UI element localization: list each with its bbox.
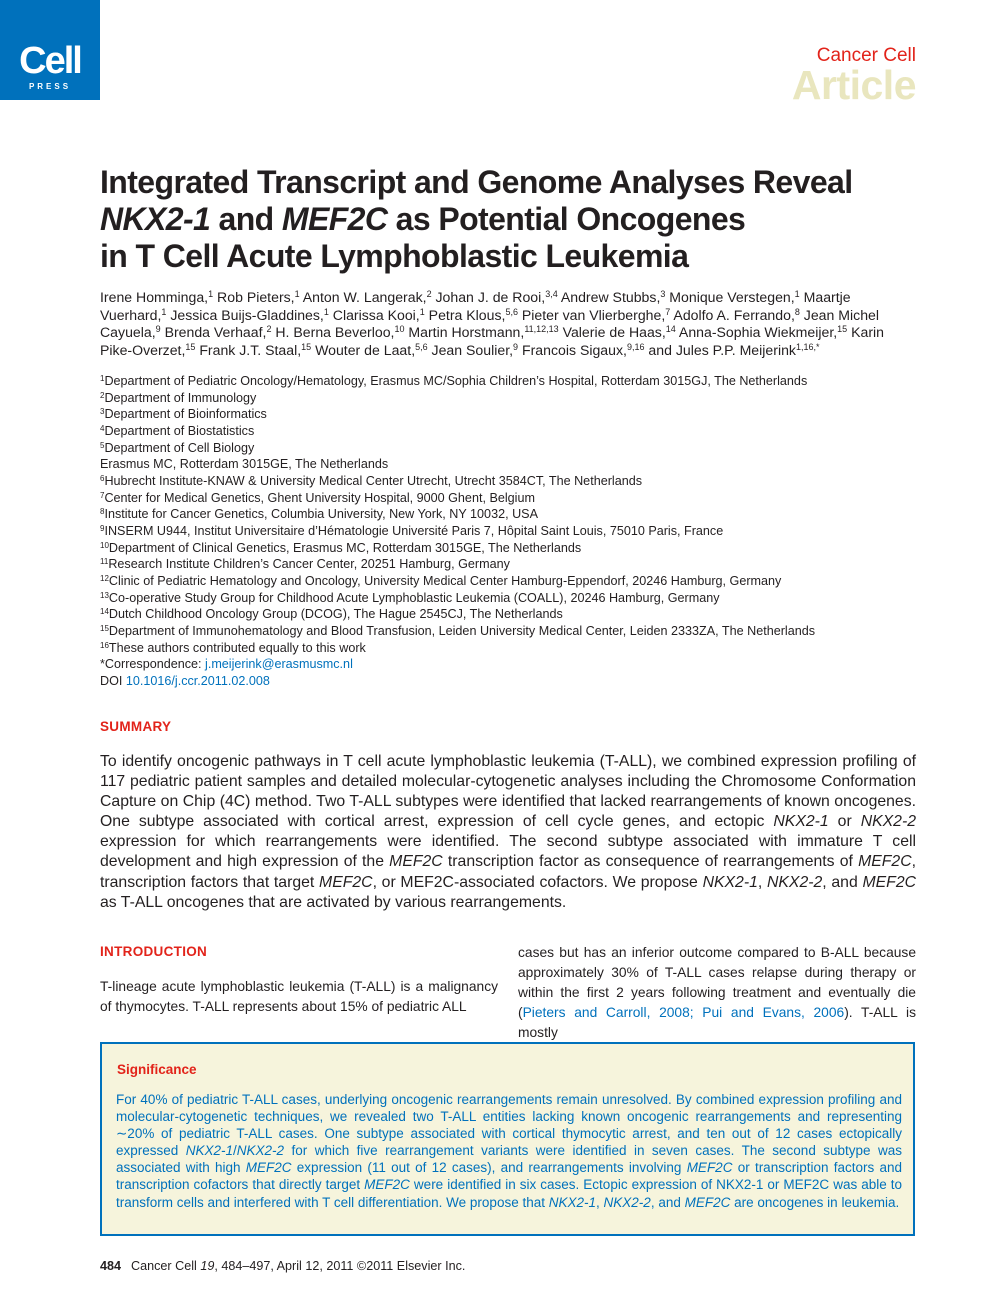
author-affiliation-marker: 15 bbox=[185, 341, 196, 352]
text-run: , and bbox=[650, 1194, 685, 1210]
author bbox=[432, 342, 519, 358]
affiliation bbox=[100, 523, 918, 540]
author bbox=[408, 324, 558, 340]
text-run: , bbox=[596, 1194, 604, 1210]
affiliation-number: 1 bbox=[100, 374, 105, 383]
affiliation-number: 5 bbox=[100, 440, 105, 450]
title-gene-2: MEF2C bbox=[281, 201, 388, 237]
author-name: Andrew Stubbs, bbox=[560, 289, 661, 305]
affiliation-number: 15 bbox=[100, 623, 109, 633]
author-affiliation-marker: 9,16 bbox=[626, 341, 645, 352]
doi bbox=[100, 673, 918, 690]
author-affiliation-marker: 15 bbox=[301, 341, 312, 352]
doi-label: DOI bbox=[100, 673, 126, 688]
author-name: Anton W. Langerak, bbox=[302, 289, 427, 305]
author-name: Martin Horstmann, bbox=[408, 324, 525, 340]
affiliation bbox=[100, 390, 918, 407]
author-name: Karin Pike-Overzet, bbox=[100, 324, 885, 358]
author-affiliation-marker: 14 bbox=[665, 324, 676, 334]
affiliation-text: Department of Bioinformatics bbox=[104, 407, 267, 422]
logo-press-text: PRESS bbox=[28, 82, 72, 91]
affiliation-text: Department of Immunohematology and Blood Transfusion, Leiden University Medical Center, Leiden 2333ZA, The Netherlands bbox=[108, 623, 816, 638]
author bbox=[170, 307, 329, 323]
author-affiliation-marker: 15 bbox=[837, 324, 848, 334]
affiliation bbox=[100, 506, 918, 523]
summary-heading: SUMMARY bbox=[100, 719, 172, 734]
author-name: Monique Verstegen, bbox=[669, 289, 795, 305]
author bbox=[315, 342, 428, 358]
author-affiliation-marker: 9 bbox=[155, 324, 161, 334]
author-affiliation-marker: 1 bbox=[208, 289, 214, 299]
text-run: , and bbox=[822, 873, 863, 891]
affiliation-number: 16 bbox=[100, 640, 109, 650]
author-affiliation-marker: 1 bbox=[419, 306, 425, 317]
affiliation-number: 6 bbox=[100, 473, 105, 483]
gene-name: MEF2C bbox=[364, 1177, 410, 1193]
affiliation bbox=[100, 590, 918, 607]
affiliation-number: 14 bbox=[100, 607, 109, 617]
introduction-left-column: T-lineage acute lymphoblastic leukemia (T-ALL) is a malignancy of thymocytes. T-ALL represents about 15% of pediatric ALL bbox=[100, 979, 498, 1014]
cell-press-logo bbox=[0, 0, 100, 100]
text-run: are oncogenes in leukemia. bbox=[730, 1194, 900, 1210]
affiliation bbox=[100, 540, 918, 557]
author bbox=[275, 324, 404, 340]
affiliation bbox=[100, 473, 918, 490]
introduction-right-column bbox=[518, 943, 916, 1043]
affiliation-number: 11 bbox=[100, 557, 109, 567]
gene-name: NKX2-2 bbox=[860, 813, 916, 831]
gene-name: MEF2C bbox=[858, 853, 912, 871]
journal-name: Cancer Cell bbox=[816, 45, 916, 66]
author bbox=[100, 289, 213, 305]
doi-link[interactable]: 10.1016/j.ccr.2011.02.008 bbox=[125, 673, 270, 688]
author bbox=[303, 289, 432, 305]
title-line-2-rest: as Potential Oncogenes bbox=[387, 201, 746, 237]
author bbox=[217, 289, 300, 305]
footer-volume: 19 bbox=[200, 1259, 215, 1273]
affiliation-number: 4 bbox=[100, 423, 105, 433]
affiliation bbox=[100, 573, 918, 590]
reference-link-pui-evans[interactable]: Pui and Evans, 2006 bbox=[702, 1005, 845, 1020]
author-name: Adolfo A. Ferrando, bbox=[673, 306, 795, 323]
gene-name: NKX2-2 bbox=[766, 873, 823, 891]
author bbox=[333, 307, 425, 323]
author-affiliation-marker: 2 bbox=[266, 324, 272, 334]
author-affiliation-marker: 2 bbox=[426, 289, 432, 299]
author-name: Brenda Verhaaf, bbox=[164, 324, 267, 340]
affiliation-text: INSERM U944, Institut Universitaire d’Hématologie Université Paris 7, Hôpital Saint Louis, 75010 Paris, France bbox=[104, 523, 724, 538]
affiliation bbox=[100, 606, 918, 623]
author-affiliation-marker: 1,16,* bbox=[795, 341, 820, 352]
author-affiliation-marker: 9 bbox=[513, 341, 519, 352]
text-run: as T-ALL oncogenes that are activated by various rearrangements. bbox=[100, 893, 567, 911]
author-name: Jean Soulier, bbox=[431, 341, 514, 358]
title-line-3: in T Cell Acute Lymphoblastic Leukemia bbox=[100, 238, 689, 274]
author-name: Valerie de Haas, bbox=[562, 324, 666, 340]
affiliation-number: 13 bbox=[100, 590, 109, 600]
author-name: Wouter de Laat, bbox=[315, 341, 416, 358]
author bbox=[429, 307, 518, 323]
author-affiliation-marker: 8 bbox=[794, 306, 800, 317]
affiliation-text: Dutch Childhood Oncology Group (DCOG), The Hague 2545CJ, The Netherlands bbox=[108, 607, 563, 622]
text-run: transcription factor as consequence of rearrangements of bbox=[442, 853, 859, 871]
affiliation-text: Co-operative Study Group for Childhood Acute Lymphoblastic Leukemia (COALL), 20246 Hamburg, Germany bbox=[108, 590, 720, 605]
author-affiliation-marker: 1 bbox=[794, 289, 800, 299]
article-type: Article bbox=[791, 62, 916, 108]
author-list bbox=[100, 289, 918, 359]
reference-separator: ; bbox=[689, 1005, 703, 1020]
affiliation bbox=[100, 373, 918, 390]
affiliation-number: 9 bbox=[100, 523, 105, 533]
intro-right-text-b: ). T-ALL is mostly bbox=[518, 1005, 916, 1040]
affiliation-number: 2 bbox=[100, 390, 105, 400]
author bbox=[563, 324, 676, 340]
affiliation-number: 10 bbox=[100, 540, 109, 550]
correspondence-label: *Correspondence: bbox=[100, 657, 206, 672]
affiliation-text: Department of Immunology bbox=[104, 390, 257, 405]
author-name: Frank J.T. Staal, bbox=[199, 341, 302, 358]
author-affiliation-marker: 1 bbox=[323, 306, 329, 317]
author bbox=[673, 307, 799, 323]
author bbox=[436, 289, 558, 305]
author-name: Rob Pieters, bbox=[217, 289, 295, 305]
text-run: expression for which rearrangements were identified. The second subtype associated with immature T cell development and high expression of the bbox=[100, 833, 916, 871]
author-name: Johan J. de Rooi, bbox=[435, 289, 546, 305]
summary-text bbox=[100, 752, 916, 913]
affiliation-number: 8 bbox=[100, 507, 105, 517]
author bbox=[669, 289, 799, 305]
text-run: / bbox=[233, 1143, 237, 1159]
affiliation-text: Department of Cell Biology bbox=[104, 440, 255, 455]
text-run: or transcription factors and transcription cofactors that directly target bbox=[116, 1160, 902, 1193]
correspondence-email-link[interactable]: j.meijerink@erasmusmc.nl bbox=[205, 657, 353, 672]
introduction-heading: INTRODUCTION bbox=[100, 944, 208, 959]
affiliation-text: Center for Medical Genetics, Ghent University Hospital, 9000 Ghent, Belgium bbox=[104, 490, 535, 505]
affiliation bbox=[100, 556, 918, 573]
affiliation bbox=[100, 406, 918, 423]
text-run: , bbox=[757, 873, 767, 891]
footer-citation: , 484–497, April 12, 2011 ©2011 Elsevier Inc. bbox=[214, 1259, 466, 1273]
article-title bbox=[100, 164, 920, 275]
affiliation-number: 12 bbox=[100, 573, 109, 583]
affiliation bbox=[100, 623, 918, 640]
affiliation bbox=[100, 456, 918, 473]
text-run: were identified in six cases. Ectopic expression of NKX2-1 or MEF2C was able to transform cells and interfered with T cell differentiation. We propose that bbox=[116, 1177, 903, 1210]
author-name: Irene Homminga, bbox=[100, 289, 209, 305]
affiliation bbox=[100, 490, 918, 507]
gene-name: MEF2C bbox=[862, 873, 917, 891]
correspondence bbox=[100, 656, 918, 673]
affiliation-list bbox=[100, 373, 918, 689]
author-affiliation-marker: 1 bbox=[294, 289, 300, 299]
text-run: , or MEF2C-associated cofactors. We propose bbox=[372, 873, 703, 891]
gene-name: NKX2-2 bbox=[603, 1194, 651, 1210]
author-affiliation-marker: 3 bbox=[660, 289, 666, 299]
author bbox=[648, 342, 819, 358]
title-and: and bbox=[210, 201, 282, 237]
affiliation-text: Department of Clinical Genetics, Erasmus MC, Rotterdam 3015GE, The Netherlands bbox=[108, 540, 582, 555]
gene-name: MEF2C bbox=[686, 1160, 733, 1176]
author-affiliation-marker: 7 bbox=[665, 306, 671, 317]
author bbox=[679, 324, 847, 340]
page-footer bbox=[100, 1259, 465, 1273]
affiliation-number: 3 bbox=[100, 407, 105, 417]
author-name: Petra Klous, bbox=[428, 306, 506, 323]
reference-link-pieters-carroll[interactable]: Pieters and Carroll, 2008 bbox=[522, 1005, 690, 1020]
author-affiliation-marker: 11,12,13 bbox=[524, 324, 559, 334]
author bbox=[199, 342, 311, 358]
affiliation-text: Erasmus MC, Rotterdam 3015GE, The Netherlands bbox=[100, 457, 389, 472]
logo-cell-text: Cell bbox=[19, 40, 81, 82]
text-run: To identify oncogenic pathways in T cell acute lymphoblastic leukemia (T-ALL), we combined expression profiling of 117 pediatric patient samples and detailed molecular-cytogenetic analyses including the Chromosome Conformation Capture on Chip (4C) method. Two T-ALL subtypes were identified that lacked rearrangements of known oncogenes. One subtype associated with cortical arrest, expression of cell cycle genes, and ectopic bbox=[100, 753, 916, 831]
author-name: Francois Sigaux, bbox=[521, 341, 627, 358]
gene-name: MEF2C bbox=[684, 1194, 731, 1210]
gene-name: MEF2C bbox=[245, 1160, 292, 1176]
author-affiliation-marker: 5,6 bbox=[505, 306, 518, 317]
page-number: 484 bbox=[100, 1259, 122, 1273]
author bbox=[561, 289, 666, 305]
text-run: for which five rearrangement variants were identified in seven cases. The second subtype was associated with high bbox=[116, 1143, 902, 1176]
gene-name: NKX2-1 bbox=[773, 813, 829, 831]
footer-journal: Cancer Cell bbox=[131, 1259, 201, 1273]
author-name: Clarissa Kooi, bbox=[332, 306, 420, 323]
gene-name: NKX2-1 bbox=[548, 1194, 597, 1210]
title-line-1: Integrated Transcript and Genome Analyses Reveal bbox=[100, 164, 853, 200]
gene-name: MEF2C bbox=[319, 873, 373, 891]
intro-right-text-a: cases but has an inferior outcome compared to B-ALL because approximately 30% of T-ALL cases relapse during therapy or within the first 2 years following treatment and eventually die ( bbox=[518, 945, 916, 1020]
text-run: , transcription factors that target bbox=[100, 853, 917, 891]
title-gene-1: NKX2-1 bbox=[100, 201, 211, 237]
author-affiliation-marker: 1 bbox=[161, 306, 167, 317]
affiliation-text: Hubrecht Institute-KNAW & University Medical Center Utrecht, Utrecht 3584CT, The Netherlands bbox=[104, 473, 642, 488]
affiliation bbox=[100, 440, 918, 457]
text-run: or bbox=[828, 813, 861, 831]
author-name: Pieter van Vlierberghe, bbox=[521, 306, 666, 323]
affiliation-number: 7 bbox=[100, 490, 105, 500]
author-affiliation-marker: 10 bbox=[394, 324, 405, 334]
author-name: H. Berna Beverloo, bbox=[275, 324, 395, 340]
author-name: Maartje Vuerhard, bbox=[100, 289, 851, 323]
significance-box bbox=[100, 1042, 915, 1236]
affiliation-text: Department of Biostatistics bbox=[104, 423, 255, 438]
author-affiliation-marker: 3,4 bbox=[545, 289, 558, 299]
gene-name: NKX2-1 bbox=[185, 1143, 234, 1159]
affiliation bbox=[100, 640, 918, 657]
affiliation-text: Institute for Cancer Genetics, Columbia University, New York, NY 10032, USA bbox=[104, 507, 538, 522]
affiliation-text: Department of Pediatric Oncology/Hematology, Erasmus MC/Sophia Children’s Hospital, Rotterdam 3015GJ, The Netherlands bbox=[104, 374, 808, 388]
author-affiliation-marker: 5,6 bbox=[415, 341, 428, 352]
author bbox=[522, 307, 670, 323]
gene-name: NKX2-2 bbox=[236, 1143, 285, 1159]
author-name: Jean Michel Cayuela, bbox=[100, 306, 880, 340]
gene-name: NKX2-1 bbox=[702, 873, 758, 891]
significance-text bbox=[116, 1091, 902, 1211]
text-run: For 40% of pediatric T-ALL cases, underlying oncogenic rearrangements remain unresolved. By combined expression profiling and molecular-cytogenetic techniques, we revealed two T-ALL entities lacking known oncogenic rearrangements and representing ∼20% of pediatric T-ALL cases. One subtype associated with cortical thymocytic arrest, and ten out of 12 cases ectopically expressed bbox=[116, 1092, 902, 1159]
text-run: expression (11 out of 12 cases), and rearrangements involving bbox=[291, 1160, 687, 1176]
author bbox=[165, 324, 272, 340]
affiliation-text: Clinic of Pediatric Hematology and Oncology, University Medical Center Hamburg-Eppendorf, 20246 Hamburg, Germany bbox=[108, 573, 782, 588]
gene-name: MEF2C bbox=[389, 853, 443, 871]
affiliation bbox=[100, 423, 918, 440]
author bbox=[522, 342, 645, 358]
author-name: Anna-Sophia Wiekmeijer, bbox=[678, 324, 838, 340]
affiliation-text: These authors contributed equally to this work bbox=[108, 640, 366, 655]
author-name: and Jules P.P. Meijerink bbox=[648, 341, 796, 358]
author-name: Jessica Buijs-Gladdines, bbox=[170, 306, 324, 323]
affiliation-text: Research Institute Children’s Cancer Center, 20251 Hamburg, Germany bbox=[108, 557, 510, 572]
significance-heading: Significance bbox=[117, 1062, 197, 1077]
